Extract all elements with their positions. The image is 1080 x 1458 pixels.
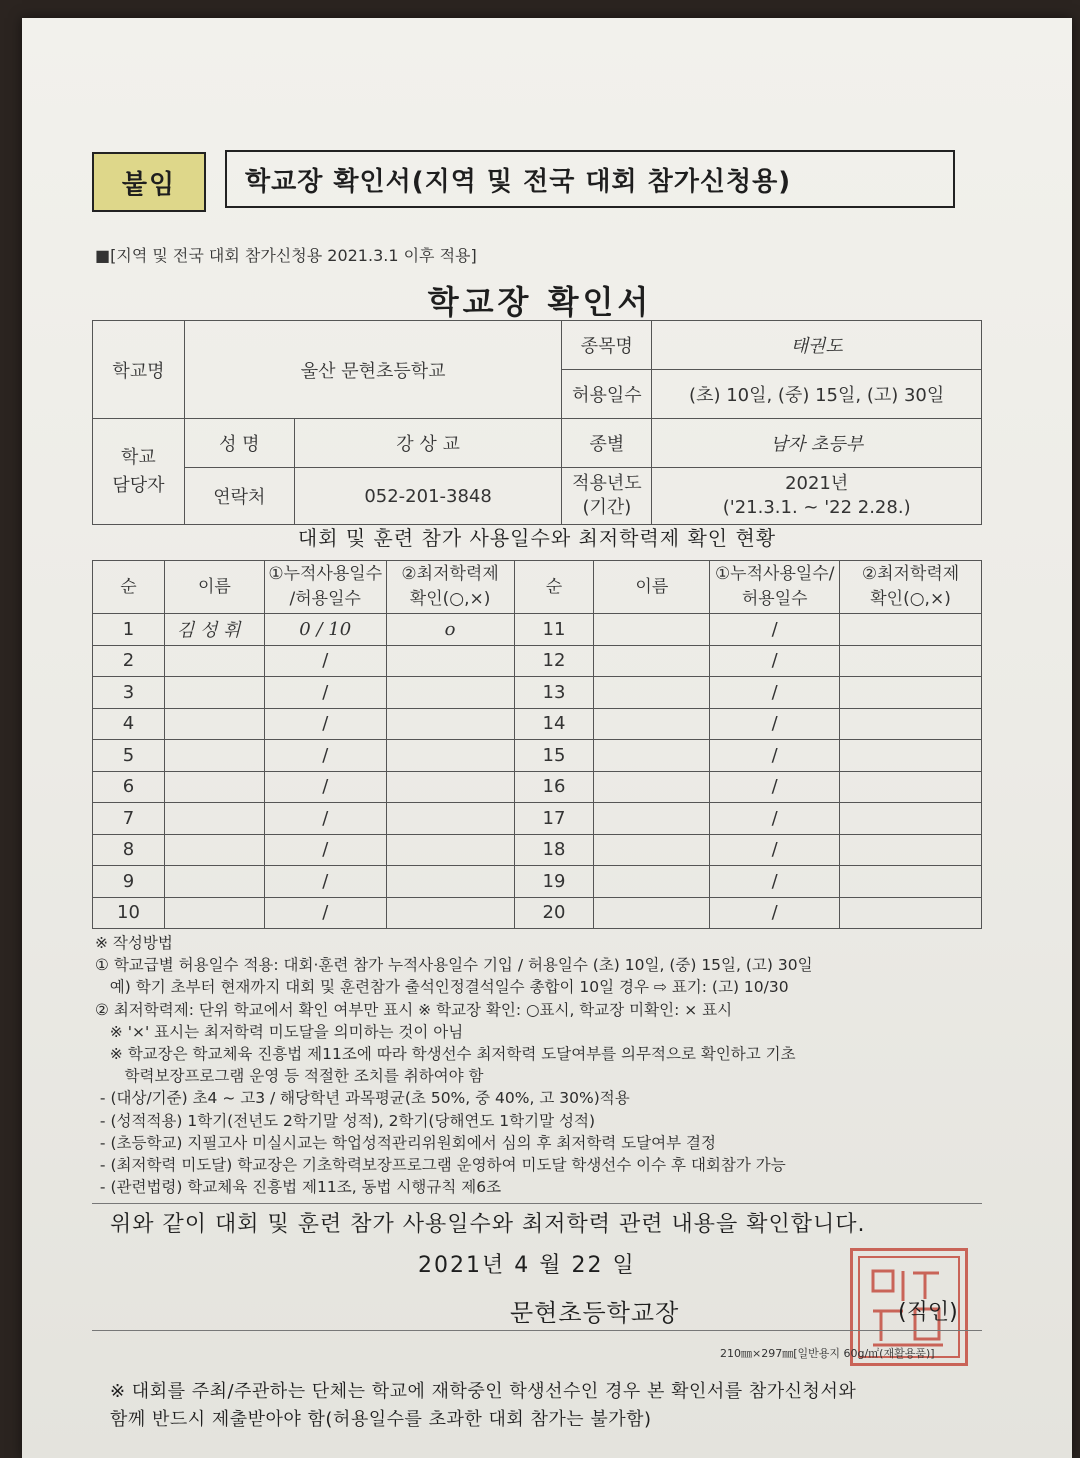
info-table (92, 320, 982, 525)
row-no: 3 (93, 677, 165, 709)
row-days: / (264, 866, 386, 898)
note-line: - (초등학교) 지필고사 미실시교는 학업성적관리위원회에서 심의 후 최저학력 도달여부 결정 (95, 1133, 716, 1152)
category-label: 종별 (562, 419, 652, 468)
category-value: 남자 초등부 (652, 419, 982, 468)
row-days-2: / (710, 803, 840, 835)
year-cell (652, 468, 982, 525)
row-name-2 (594, 866, 710, 898)
row-no-2: 14 (514, 708, 594, 740)
row-no: 6 (93, 771, 165, 803)
row-days-2: / (710, 834, 840, 866)
row-check-2 (840, 897, 982, 929)
col-name-2: 이름 (594, 561, 710, 614)
row-no-2: 15 (514, 740, 594, 772)
col-days: ①누적사용일수 /허용일수 (264, 561, 386, 614)
row-check-2 (840, 614, 982, 646)
divider (92, 1203, 982, 1204)
allowed-days-label: 허용일수 (562, 370, 652, 419)
table-row (93, 645, 982, 677)
row-name (164, 771, 264, 803)
col-name: 이름 (164, 561, 264, 614)
status-table (92, 560, 982, 929)
row-check (386, 740, 514, 772)
row-no: 7 (93, 803, 165, 835)
row-check-2 (840, 866, 982, 898)
row-days: / (264, 677, 386, 709)
row-name (164, 803, 264, 835)
table-row (93, 614, 982, 646)
row-name-2 (594, 614, 710, 646)
table-row (93, 834, 982, 866)
col-days-2: ①누적사용일수/ 허용일수 (710, 561, 840, 614)
row-no: 10 (93, 897, 165, 929)
note-line: ※ 학교장은 학교체육 진흥법 제11조에 따라 학생선수 최저학력 도달여부를 의무적으로 확인하고 기초 (95, 1045, 796, 1064)
row-name (164, 708, 264, 740)
col-no-2: 순 (514, 561, 594, 614)
row-check (386, 834, 514, 866)
paper-size-note: 210㎜×297㎜[일반용지 60g/㎡(재활용품)] (720, 1347, 935, 1360)
row-no: 8 (93, 834, 165, 866)
row-no-2: 12 (514, 645, 594, 677)
row-no-2: 11 (514, 614, 594, 646)
school-value: 울산 문현초등학교 (184, 321, 562, 419)
note-line: 학력보장프로그램 운영 등 적절한 조치를 취하여야 함 (95, 1067, 484, 1086)
row-check (386, 771, 514, 803)
row-days-2: / (710, 740, 840, 772)
manager-label: 학교 담당자 (93, 419, 185, 525)
note-line: - (대상/기준) 초4 ~ 고3 / 해당학년 과목평균(초 50%, 중 40%, 고 30%)적용 (95, 1089, 630, 1108)
row-days: / (264, 740, 386, 772)
row-name-2 (594, 740, 710, 772)
row-check-2 (840, 834, 982, 866)
row-name-2 (594, 897, 710, 929)
row-no: 2 (93, 645, 165, 677)
contact-value: 052-201-3848 (294, 468, 562, 525)
row-check-2 (840, 803, 982, 835)
row-days: / (264, 708, 386, 740)
row-no-2: 18 (514, 834, 594, 866)
row-name (164, 677, 264, 709)
row-check (386, 866, 514, 898)
row-name-2 (594, 645, 710, 677)
table-row (93, 677, 982, 709)
sport-value: 태권도 (652, 321, 982, 370)
row-name-2 (594, 771, 710, 803)
row-days: / (264, 645, 386, 677)
row-no-2: 19 (514, 866, 594, 898)
allowed-days-value: (초) 10일, (중) 15일, (고) 30일 (652, 370, 982, 419)
applicability-note: ■[지역 및 전국 대회 참가신청용 2021.3.1 이후 적용] (95, 246, 477, 265)
row-name: 김 성 휘 (164, 614, 264, 646)
row-check-2 (840, 740, 982, 772)
principal-signature: 문현초등학교장 (510, 1299, 680, 1327)
year-value: 2021년 (785, 473, 849, 494)
row-days: / (264, 771, 386, 803)
submission-note: ※ 대회를 주최/주관하는 단체는 학교에 재학중인 학생선수인 경우 본 확인서를 참가신청서와 함께 반드시 제출받아야 함(허용일수를 초과한 대회 참가는 불가함) (110, 1381, 857, 1430)
note-line: ※ '×' 표시는 최저학력 미도달을 의미하는 것이 아님 (95, 1022, 464, 1041)
col-academic-2: ②최저학력제 확인(○,×) (840, 561, 982, 614)
row-name (164, 897, 264, 929)
confirmation-statement: 위와 같이 대회 및 훈련 참가 사용일수와 최저학력 관련 내용을 확인합니다. (110, 1212, 866, 1237)
document-title: 학교장 확인서(지역 및 전국 대회 참가신청용) (225, 150, 955, 208)
note-line: 예) 학기 초부터 현재까지 대회 및 훈련참가 출석인정결석일수 총합이 10일 경우 ⇨ 표기: (고) 10/30 (95, 978, 789, 997)
status-title: 대회 및 훈련 참가 사용일수와 최저학력제 확인 현황 (297, 526, 777, 550)
contact-label: 연락처 (184, 468, 294, 525)
table-row (93, 866, 982, 898)
row-days: / (264, 897, 386, 929)
sport-label: 종목명 (562, 321, 652, 370)
row-no: 5 (93, 740, 165, 772)
col-academic: ②최저학력제 확인(○,×) (386, 561, 514, 614)
table-row (93, 803, 982, 835)
row-no-2: 20 (514, 897, 594, 929)
name-label: 성 명 (184, 419, 294, 468)
row-days-2: / (710, 645, 840, 677)
row-days-2: / (710, 897, 840, 929)
note-line: - (관련법령) 학교체육 진흥법 제11조, 동법 시행규칙 제6조 (95, 1178, 502, 1197)
table-row (93, 771, 982, 803)
row-check-2 (840, 677, 982, 709)
table-row (93, 897, 982, 929)
row-name (164, 866, 264, 898)
row-days: / (264, 803, 386, 835)
row-name-2 (594, 677, 710, 709)
row-days: / (264, 834, 386, 866)
row-check (386, 897, 514, 929)
col-no: 순 (93, 561, 165, 614)
row-name-2 (594, 803, 710, 835)
attachment-badge: 붙임 (92, 152, 206, 212)
row-name-2 (594, 708, 710, 740)
row-check (386, 803, 514, 835)
row-no-2: 13 (514, 677, 594, 709)
year-label: 적용년도 (기간) (562, 468, 652, 525)
row-no-2: 17 (514, 803, 594, 835)
divider (92, 1330, 982, 1331)
note-line: ② 최저학력제: 단위 학교에서 확인 여부만 표시 ※ 학교장 확인: ○표시, 학교장 미확인: × 표시 (95, 1000, 733, 1019)
page-title: 학교장 확인서 (427, 283, 653, 321)
table-row (93, 708, 982, 740)
row-name-2 (594, 834, 710, 866)
table-row (93, 740, 982, 772)
school-label: 학교명 (93, 321, 185, 419)
row-no: 4 (93, 708, 165, 740)
row-check-2 (840, 771, 982, 803)
row-no-2: 16 (514, 771, 594, 803)
row-days-2: / (710, 771, 840, 803)
row-days-2: / (710, 708, 840, 740)
row-check: o (386, 614, 514, 646)
row-check (386, 677, 514, 709)
row-name (164, 834, 264, 866)
row-check (386, 645, 514, 677)
note-line: - (성적적용) 1학기(전년도 2학기말 성적), 2학기(당해연도 1학기말 성적) (95, 1111, 595, 1130)
instructions (95, 932, 995, 1198)
row-check-2 (840, 708, 982, 740)
row-check (386, 708, 514, 740)
row-days-2: / (710, 614, 840, 646)
name-value: 강 상 교 (294, 419, 562, 468)
seal-label: (직인) (898, 1300, 958, 1325)
note-line: ※ 작성방법 (95, 934, 173, 952)
row-days-2: / (710, 866, 840, 898)
row-name (164, 645, 264, 677)
issue-date: 2021년 4 월 22 일 (418, 1253, 636, 1278)
note-line: - (최저학력 미도달) 학교장은 기초학력보장프로그램 운영하여 미도달 학생선수 이수 후 대회참가 가능 (95, 1156, 786, 1175)
row-days-2: / (710, 677, 840, 709)
row-check-2 (840, 645, 982, 677)
row-days: 0 / 10 (264, 614, 386, 646)
row-name (164, 740, 264, 772)
row-no: 9 (93, 866, 165, 898)
row-no: 1 (93, 614, 165, 646)
period-value: ('21.3.1. ~ '22 2.28.) (722, 497, 911, 518)
note-line: ① 학교급별 허용일수 적용: 대회·훈련 참가 누적사용일수 기입 / 허용일수 (초) 10일, (중) 15일, (고) 30일 (95, 956, 813, 975)
